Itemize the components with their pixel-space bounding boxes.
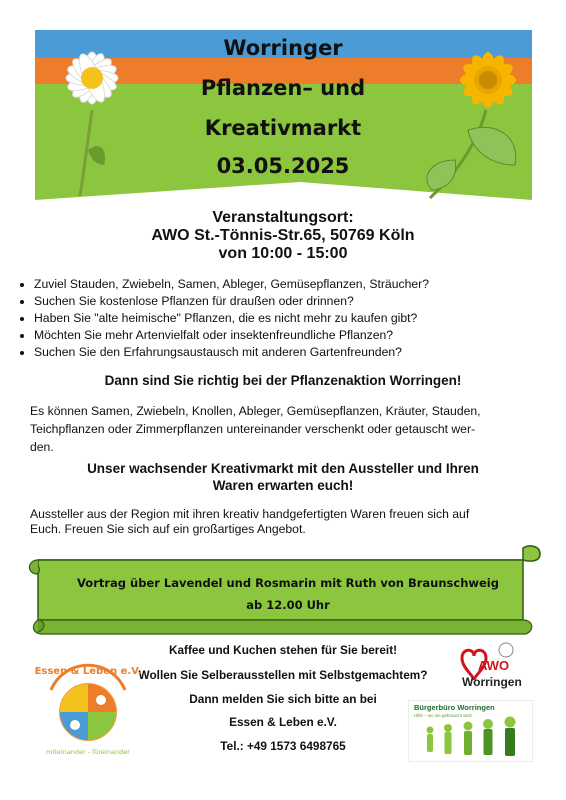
paragraph-aussteller-line-1: Aussteller aus der Region mit ihren kreativ handgefertigten Waren freuen sich auf [30,507,470,521]
banner-grass [35,84,532,200]
awo-logo [448,640,528,690]
footer-register: Dann melden Sie sich bitte an bei [189,692,377,706]
lecture-title: Vortrag über Lavendel und Rosmarin mit Ruth von Braunschweig [77,576,499,590]
awo-logo-location: Worringen [462,675,522,689]
buergerbuero-logo-text: Bürgerbüro Worringen [414,703,495,712]
headline-kreativmarkt-line-2: Waren erwarten euch! [212,478,354,493]
question-list [12,276,566,361]
essen-leben-logo-text: Essen & Leben e.V. [34,666,142,677]
venue-time: von 10:00 - 15:00 [218,245,348,262]
header-banner [0,0,566,215]
list-item: • Möchten Sie mehr Artenvielfalt oder insektenfreundliche Pflanzen? [34,327,566,344]
venue-address: AWO St.-Tönnis-Str.65, 50769 Köln [151,227,415,244]
list-item: • Zuviel Stauden, Zwiebeln, Samen, Ableger, Gemüsepflanzen, Sträucher? [34,276,566,293]
lecture-time: ab 12.00 Uhr [246,598,330,612]
title-line-3: Kreativmarkt [204,116,362,140]
event-date: 03.05.2025 [216,154,350,178]
paragraph-plants-line-2: Teichpflanzen oder Zimmerpflanzen untereinander verschenkt oder getauscht wer- [30,422,476,436]
buergerbuero-logo [408,700,533,762]
headline-pflanzenaktion: Dann sind Sie richtig bei der Pflanzenaktion Worringen! [104,373,462,388]
headline-kreativmarkt-line-1: Unser wachsender Kreativmarkt mit den Aussteller und Ihren [87,461,479,476]
paragraph-aussteller-line-2: Euch. Freuen Sie sich auf ein großartiges Angebot. [30,522,306,536]
list-item: • Haben Sie "alte heimische" Pflanzen, die es nicht mehr zu kaufen gibt? [34,310,566,327]
lecture-scroll-banner [18,540,548,640]
list-item: • Suchen Sie den Erfahrungsaustausch mit anderen Gartenfreunden? [34,344,566,361]
list-item: • Suchen Sie kostenlose Pflanzen für draußen oder drinnen? [34,293,566,310]
footer-organization: Essen & Leben e.V. [229,715,337,729]
buergerbuero-logo-subtitle: Hilfe – wo sie gebraucht wird. [414,713,473,718]
footer-phone: Tel.: +49 1573 6498765 [220,739,346,753]
title-line-1: Worringer [223,36,343,60]
essen-leben-logo [33,650,143,760]
essen-leben-logo-subtitle: miteinander - füreinander [46,748,130,756]
footer-coffee: Kaffee und Kuchen stehen für Sie bereit! [168,643,398,657]
footer-question: Wollen Sie Selberausstellen mit Selbstgemachtem? [138,668,428,682]
awo-logo-text: AWO [478,658,510,673]
venue-label: Veranstaltungsort: [212,209,354,226]
title-line-2: Pflanzen– und [200,76,366,100]
paragraph-plants-line-3: den. [30,440,54,454]
paragraph-plants-line-1: Es können Samen, Zwiebeln, Knollen, Ableger, Gemüsepflanzen, Kräuter, Stauden, [30,404,481,418]
